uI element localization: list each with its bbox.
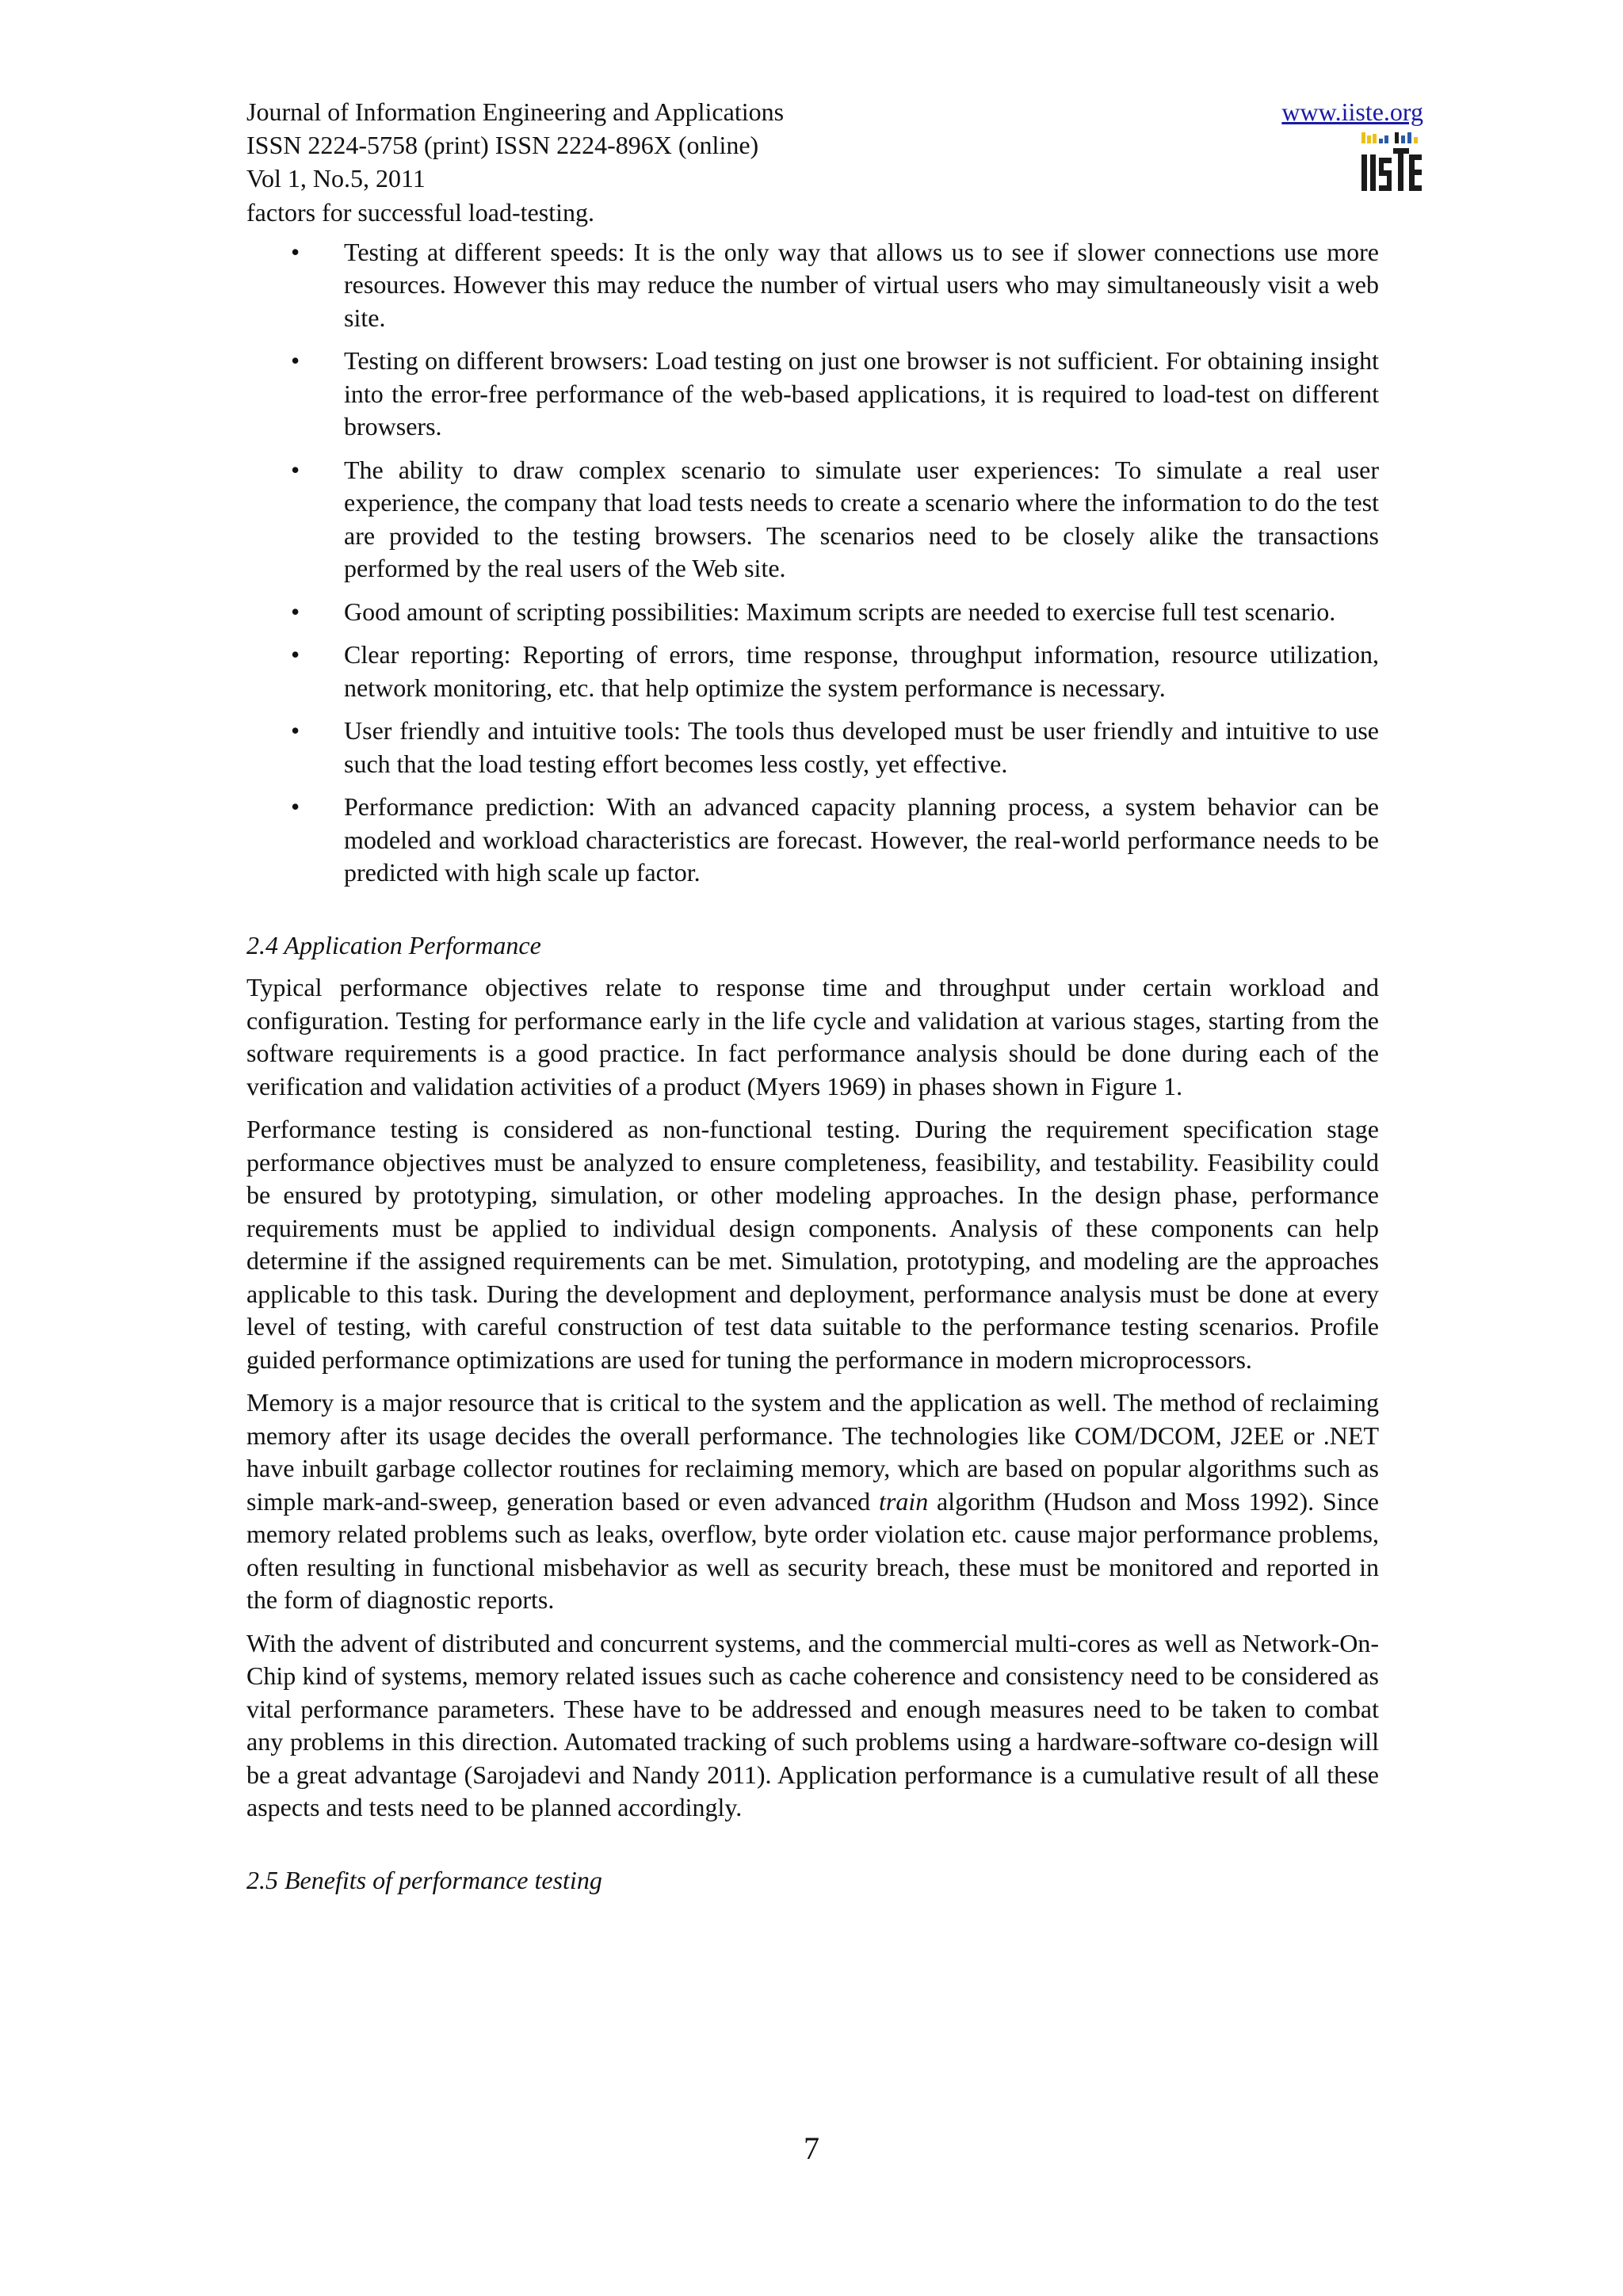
journal-title: Journal of Information Engineering and Applications xyxy=(246,97,785,126)
list-item: • User friendly and intuitive tools: The tools thus developed must be user friendly and intuitive to use such that the load testing effort becomes less costly, yet effective. xyxy=(291,716,1379,778)
list-item: • Clear reporting: Reporting of errors, time response, throughput information, resource utilization, network monitoring, etc. that help optimize the system performance is necessary. xyxy=(291,640,1379,702)
section-heading-2-4: 2.4 Application Performance xyxy=(246,930,541,959)
bullet-icon: • xyxy=(291,455,300,484)
page-number: 7 xyxy=(804,2130,819,2166)
bullet-list xyxy=(246,236,1379,890)
bullet-icon: • xyxy=(291,716,300,745)
journal-header xyxy=(246,95,784,195)
iiste-logo xyxy=(1360,131,1423,194)
bullet-icon: • xyxy=(291,597,300,626)
paragraph: Performance testing is considered as non-functional testing. During the requirement specification stage performance objectives must be analyzed to ensure completeness, feasibility, and testability. Feasibility could be ensured by prototyping, simulation, or other modeling approaches. In the design phase, performance requirements must be applied to individual design components. Analysis of these components can help determine if the assigned requirements can be met. Simulation, prototyping, and modeling are the approaches applicable to this task. During the development and deployment, performance analysis must be done at every level of testing, with careful construction of test data suitable to the performance testing scenarios. Profile guided performance optimizations are used for tuning the performance in modern microprocessors. xyxy=(246,1115,1379,1374)
section-heading-2-5: 2.5 Benefits of performance testing xyxy=(246,1865,602,1894)
journal-issn: ISSN 2224-5758 (print) ISSN 2224-896X (online) xyxy=(246,131,759,159)
lead-text: factors for successful load-testing. xyxy=(246,198,594,227)
bullet-icon: • xyxy=(291,346,300,375)
journal-volume: Vol 1, No.5, 2011 xyxy=(246,164,426,193)
bullet-icon: • xyxy=(291,792,300,821)
paragraph: With the advent of distributed and concurrent systems, and the commercial multi-cores as well as Network-On-Chip kind of systems, memory related issues such as cache coherence and consistency need to be considered as vital performance parameters. These have to be addressed and enough measures need to be taken to combat any problems in this direction. Automated tracking of such problems using a hardware-software co-design will be a great advantage (Sarojadevi and Nandy 2011). Application performance is a cumulative result of all these aspects and tests need to be planned accordingly. xyxy=(246,1628,1379,1821)
italic-term: train xyxy=(878,1486,929,1516)
article-body xyxy=(246,196,1379,1906)
paragraph: Typical performance objectives relate to response time and throughput under certain workload and configuration. Testing for performance early in the life cycle and validation at various stages, starting from the software requirements is a good practice. In fact performance analysis should be done during each of the verification and validation activities of a product (Myers 1969) in phases shown in Figure 1. xyxy=(246,973,1379,1100)
bullet-icon: • xyxy=(291,640,300,669)
list-item: • Testing at different speeds: It is the only way that allows us to see if slower connections use more resources. However this may reduce the number of virtual users who may simultaneously visit a web site. xyxy=(291,237,1379,332)
memory-paragraph: Memory is a major resource that is critical to the system and the application as well. The method of reclaiming memory after its usage decides the overall performance. The technologies like COM/DCOM, J2EE or .NET have inbuilt garbage collector routines for reclaiming memory, which are based on popular algorithms such as simple mark-and-sweep, generation based or even advanced train algorithm (Hudson and Moss 1992). Since memory related problems such as leaks, overflow, byte order violation etc. cause major performance problems, often resulting in functional misbehavior as well as security breach, these must be monitored and reported in the form of diagnostic reports. xyxy=(246,1388,1380,1614)
list-item: • Good amount of scripting possibilities: Maximum scripts are needed to exercise full test scenario. xyxy=(246,596,1379,629)
journal-url-link[interactable]: www.iiste.org xyxy=(1281,97,1423,126)
list-item: • Testing on different browsers: Load testing on just one browser is not sufficient. For obtaining insight into the error-free performance of the web-based applications, it is required to load-test on different browsers. xyxy=(291,346,1379,441)
bullet-icon: • xyxy=(291,237,300,266)
list-item: • Performance prediction: With an advanced capacity planning process, a system behavior can be modeled and workload characteristics are forecast. However, the real-world performance needs to be predicted with high scale up factor. xyxy=(291,792,1379,887)
list-item: • The ability to draw complex scenario to simulate user experiences: To simulate a real user experience, the company that load tests needs to create a scenario where the information to do the test are provided to the testing browsers. The scenarios need to be closely alike the transactions performed by the real users of the Web site. xyxy=(291,455,1379,582)
